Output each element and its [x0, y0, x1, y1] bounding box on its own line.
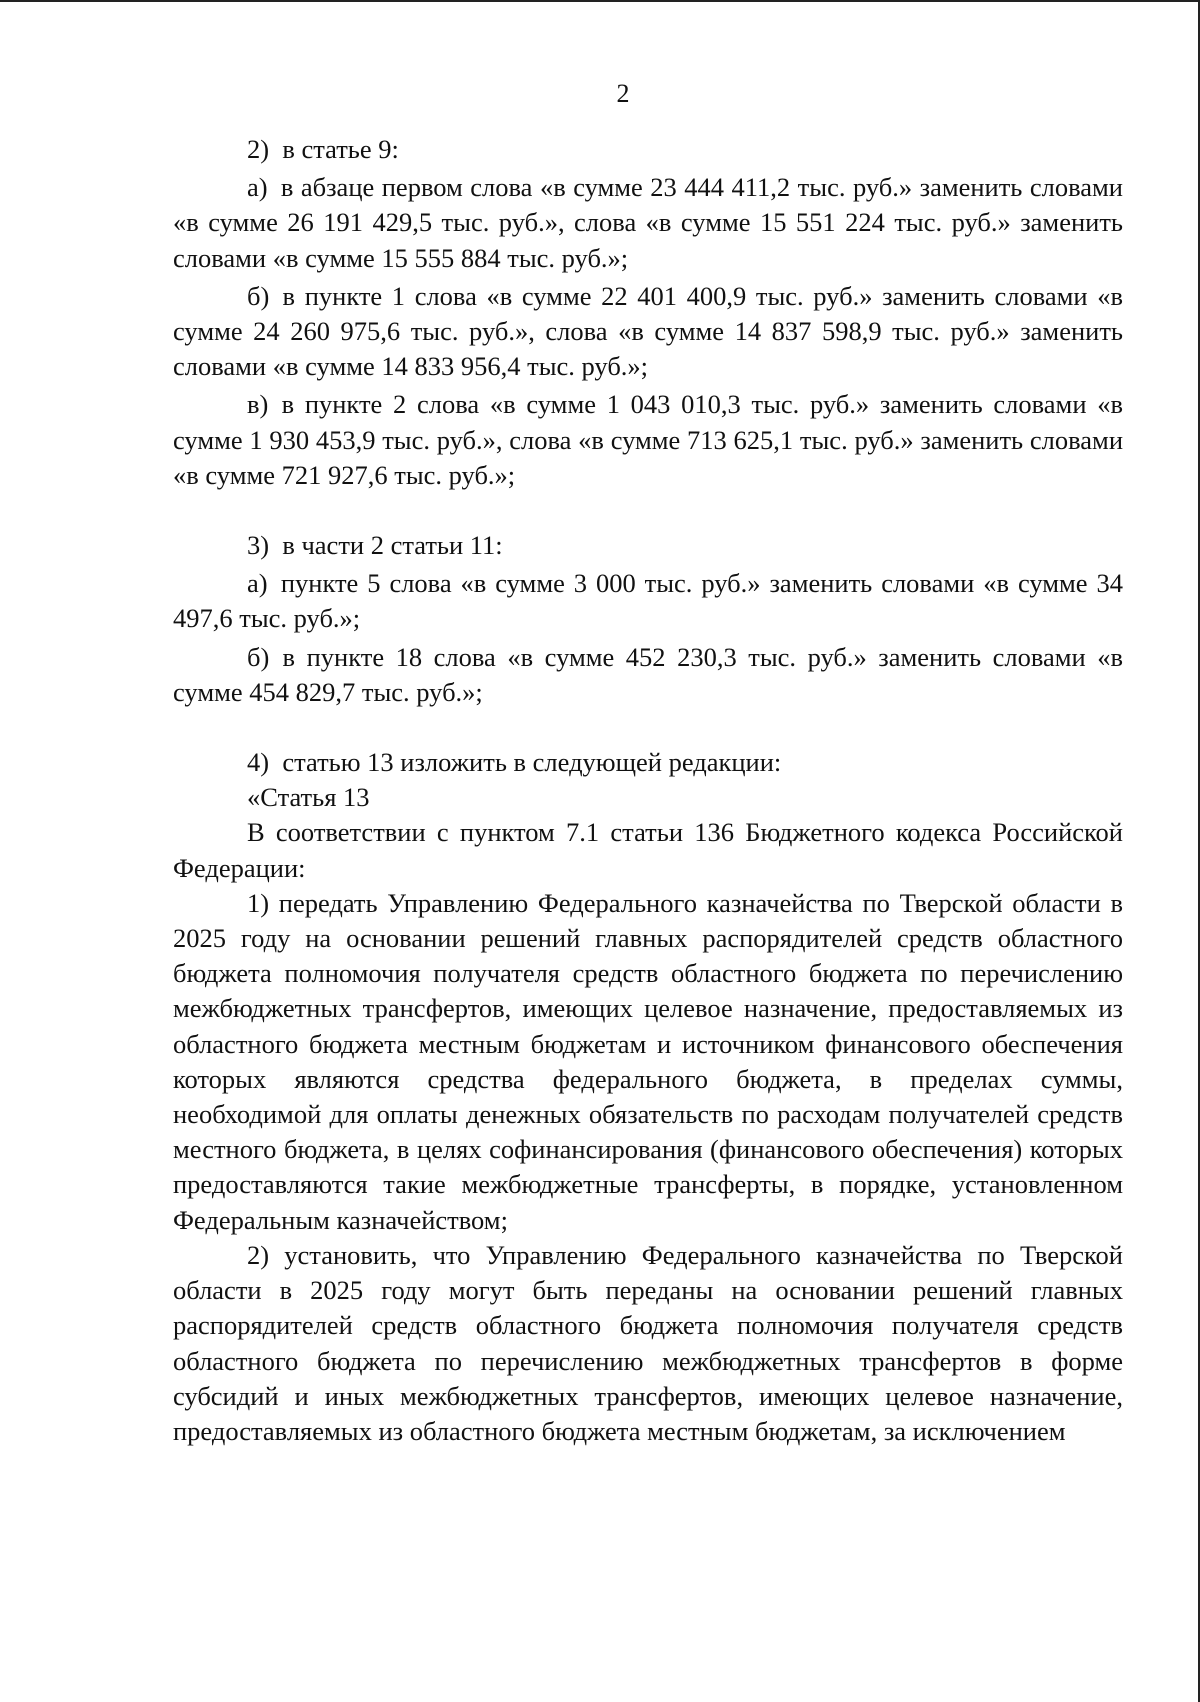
document-body: [173, 132, 1123, 1449]
paragraph-article-title: «Статья 13: [247, 782, 370, 813]
paragraph-article-11-heading: 3) в части 2 статьи 11:: [247, 530, 503, 561]
paragraph-item-a: а) пункте 5 слова «в сумме 3 000 тыс. руб.» заменить словами «в сумме 34 497,6 тыс. руб.»;: [173, 568, 1123, 634]
section-article-11: [173, 528, 1123, 710]
paragraph-item-a: а) в абзаце первом слова «в сумме 23 444 411,2 тыс. руб.» заменить словами «в сумме 26 191 429,5 тыс. руб.», слова «в сумме 15 551 224 тыс. руб.» заменить словами «в сумме 15 555 884 тыс. руб.»;: [173, 172, 1123, 273]
section-article-13: [173, 745, 1123, 1449]
paragraph-point-1: 1) передать Управлению Федерального казначейства по Тверской области в 2025 году на основании решений главных распорядителей средств областного бюджета полномочия получателя средств областного бюджета по перечислению межбюджетных трансфертов, имеющих целевое назначение, предоставляемых из областного бюджета местным бюджетам и источником финансового обеспечения которых являются средства федерального бюджета, в пределах суммы, необходимой для оплаты денежных обязательств по расходам получателей средств местного бюджета, в целях софинансирования (финансового обеспечения) которых предоставляются такие межбюджетные трансферты, в порядке, установленном Федеральным казначейством;: [173, 887, 1123, 1235]
paragraph-article-13-heading: 4) статью 13 изложить в следующей редакции:: [247, 747, 782, 778]
spacer: [173, 493, 1123, 528]
spacer: [173, 710, 1123, 745]
paragraph-point-2: 2) установить, что Управлению Федерального казначейства по Тверской области в 2025 году могут быть переданы на основании решений главных распорядителей средств областного бюджета полномочия получателя средств областного бюджета по перечислению межбюджетных трансфертов в форме субсидий и иных межбюджетных трансфертов, имеющих целевое назначение, предоставляемых из областного бюджета местным бюджетам, за исключением: [173, 1239, 1123, 1446]
paragraph-article-9-heading: 2) в статье 9:: [247, 134, 399, 164]
paragraph-item-b: б) в пункте 18 слова «в сумме 452 230,3 тыс. руб.» заменить словами «в сумме 454 829,7 тыс. руб.»;: [173, 641, 1123, 707]
paragraph-item-b: б) в пункте 1 слова «в сумме 22 401 400,9 тыс. руб.» заменить словами «в сумме 24 260 975,6 тыс. руб.», слова «в сумме 14 837 598,9 тыс. руб.» заменить словами «в сумме 14 833 956,4 тыс. руб.»;: [173, 280, 1123, 382]
section-article-9: [173, 132, 1123, 493]
paragraph-item-v: в) в пункте 2 слова «в сумме 1 043 010,3 тыс. руб.» заменить словами «в сумме 1 930 453,9 тыс. руб.», слова «в сумме 713 625,1 тыс. руб.» заменить словами «в сумме 721 927,6 тыс. руб.»;: [173, 389, 1123, 490]
paragraph-article-intro: В соответствии с пунктом 7.1 статьи 136 Бюджетного кодекса Российской Федерации:: [173, 817, 1123, 883]
page-number: 2: [616, 79, 630, 108]
